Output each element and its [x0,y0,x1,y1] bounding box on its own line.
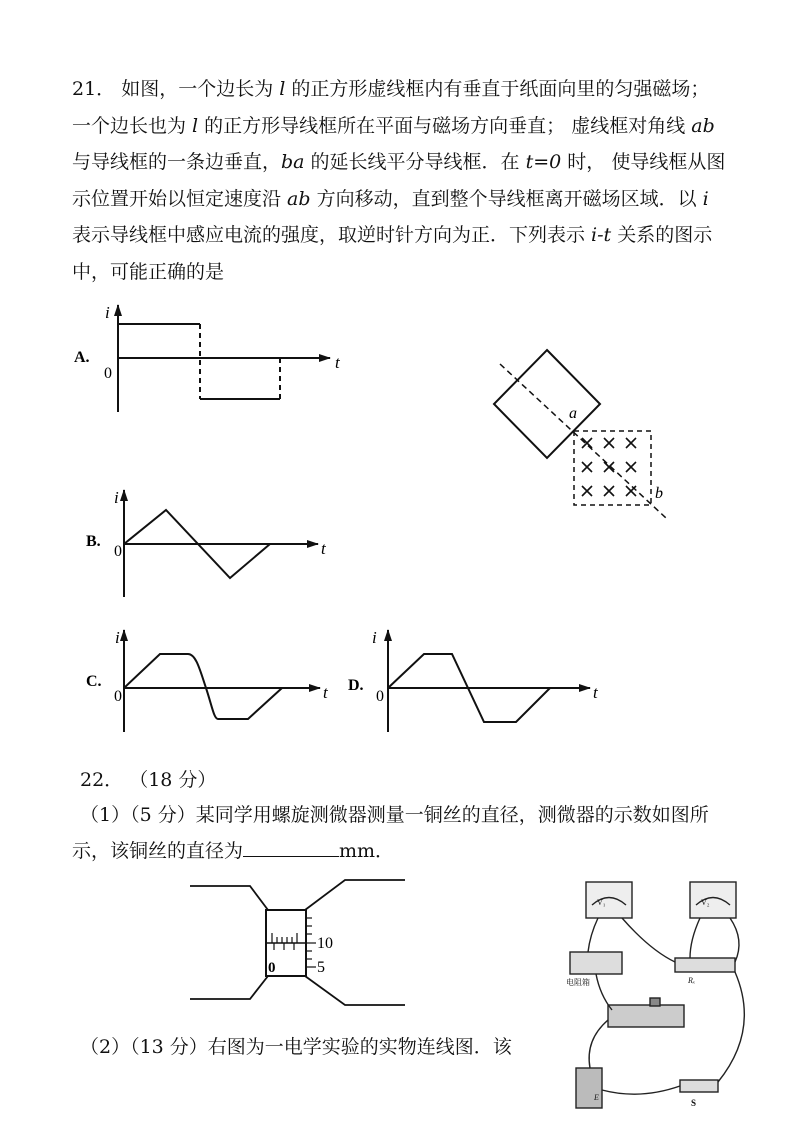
graph-d-i-label: i [372,628,377,647]
switch [680,1080,718,1092]
q22-part1-line1: （1）（5 分）某同学用螺旋测微器测量一铜丝的直径，测微器的示数如图所 [80,804,709,826]
graph-b [86,488,327,597]
voltmeter-1 [586,882,632,918]
graph-a [74,303,341,412]
graph-c [86,628,329,732]
graph-a-origin: 0 [104,365,112,382]
point-b-label: b [655,485,663,502]
q22-part1-line2: 示，该铜丝的直径为 mm． [72,836,394,863]
graph-c-t-label: t [323,683,328,702]
micrometer-figure [190,880,405,1005]
graph-c-i-label: i [115,628,120,647]
graph-a-i-label: i [105,303,110,322]
q21-line-4: 示位置开始以恒定速度沿 ab 方向移动，直到整个导线框离开磁场区域．以 i [72,187,709,210]
option-c-label: C. [86,673,102,690]
resistor-rx [675,958,735,972]
point-a-label: a [569,405,577,422]
graph-c-curve [124,654,282,719]
micrometer-label-10: 10 [317,935,333,952]
e-label: E [594,1093,599,1102]
micrometer-label-5: 5 [317,959,325,976]
q22-header: 22． （18 分） [80,769,217,791]
magnetic-field-figure [494,350,666,518]
battery [576,1068,602,1108]
answer-blank[interactable] [243,836,339,857]
s-label: S [691,1098,697,1108]
rheostat [608,1005,684,1027]
option-a-label: A. [74,349,90,366]
graph-b-t-label: t [321,539,326,558]
graph-a-t-label: t [335,353,340,372]
graph-c-origin: 0 [114,688,122,705]
graph-d-origin: 0 [376,688,384,705]
micrometer-label-0: 0 [268,960,276,976]
graph-b-i-label: i [114,488,119,507]
q21-line-6: 中，可能正确的是 [72,260,225,283]
field-cross-marks [582,438,636,496]
graph-d [348,628,599,732]
q21-line-2: 一个边长也为 l 的正方形导线框所在平面与磁场方向垂直； 虚线框对角线 ab [72,114,715,137]
q22-part2: （2）（13 分）右图为一电学实验的实物连线图．该 [80,1036,512,1058]
micrometer-thimble-scale [306,918,316,967]
rheostat-box-label: 电阻箱 [566,978,590,987]
resistance-box [570,952,622,974]
v2-label: V₂ [701,898,710,907]
circuit-figure [566,882,744,1108]
graph-d-t-label: t [593,683,598,702]
voltmeter-2 [690,882,736,918]
option-d-label: D. [348,677,364,694]
q21-line-3: 与导线框的一条边垂直，ba 的延长线平分导线框．在 t=0 时， 使导线框从图 [72,151,726,173]
q21-line-5: 表示导线框中感应电流的强度，取逆时针方向为正．下列表示 i-t 关系的图示 [72,224,713,246]
option-b-label: B. [86,533,101,550]
v1-label: V₁ [597,898,606,907]
graph-b-origin: 0 [114,543,122,560]
rx-label: Rₓ [688,976,696,985]
q21-line-1: 21． 如图，一个边长为 l 的正方形虚线框内有垂直于纸面向里的匀强磁场； [72,78,710,100]
